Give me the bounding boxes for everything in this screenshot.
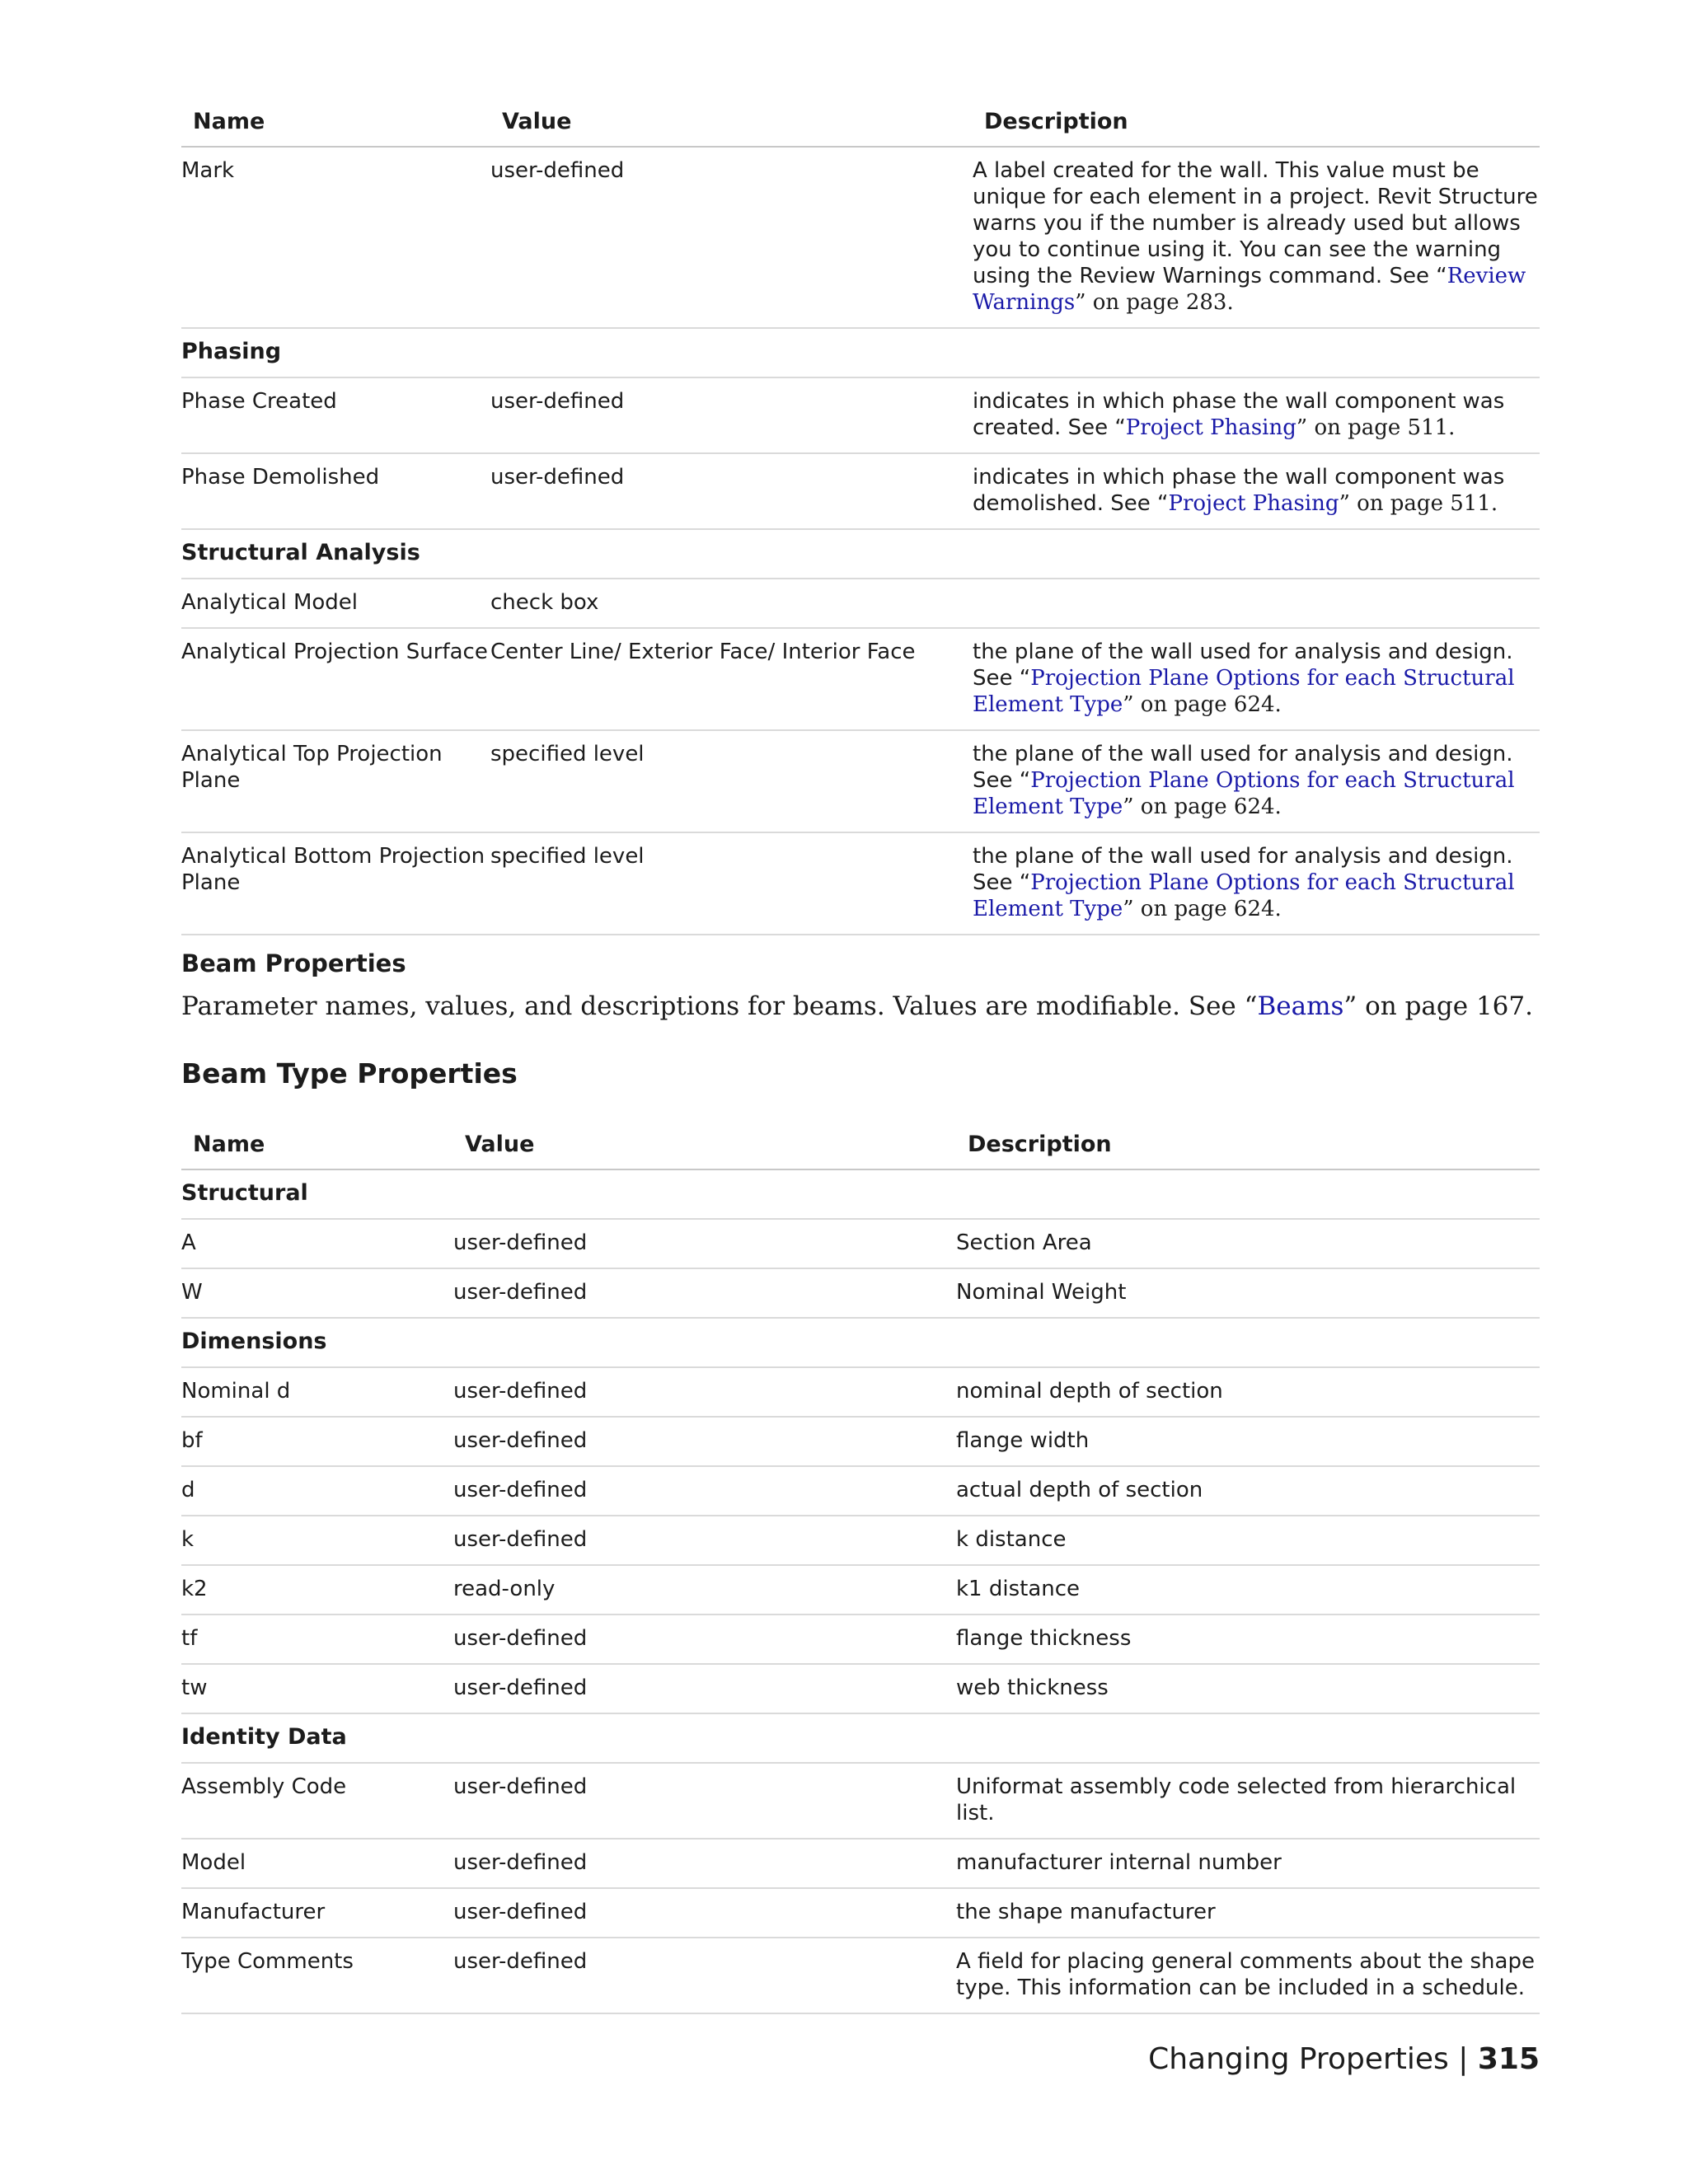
table-row [181, 832, 1540, 935]
column-header-value: Value [453, 1120, 956, 1169]
section-title: Structural [181, 1169, 1540, 1219]
footer-separator: | [1458, 2042, 1469, 2076]
param-name: W [181, 1268, 453, 1318]
param-value: user-defined [490, 453, 973, 529]
table-row [181, 1664, 1540, 1713]
param-description [973, 832, 1540, 935]
desc-text: ” on page 624. [1123, 794, 1282, 819]
column-header-value: Value [490, 97, 973, 147]
projection-plane-options-link[interactable]: Projection Plane Options for each Structural Element Type [973, 768, 1515, 819]
table-row [181, 147, 1540, 328]
param-description: nominal depth of section [956, 1367, 1540, 1417]
page-number: 315 [1477, 2042, 1540, 2076]
param-description [973, 579, 1540, 628]
column-header-name: Name [181, 97, 490, 147]
param-name: Nominal d [181, 1367, 453, 1417]
param-value: user-defined [453, 1367, 956, 1417]
beam-type-properties-heading: Beam Type Properties [181, 1057, 518, 1090]
beam-properties-paragraph [181, 991, 1533, 1021]
param-description [973, 730, 1540, 832]
param-value: user-defined [453, 1219, 956, 1268]
param-name: Analytical Model [181, 579, 490, 628]
table-row [181, 1763, 1540, 1839]
beam-properties-heading: Beam Properties [181, 949, 406, 977]
param-value: user-defined [453, 1268, 956, 1318]
param-description [973, 377, 1540, 453]
section-title-phasing: Phasing [181, 328, 1540, 377]
para-text: ” on page 167. [1343, 991, 1533, 1021]
beam-type-properties-table [181, 1120, 1540, 2014]
param-name: tf [181, 1615, 453, 1664]
param-description: Section Area [956, 1219, 1540, 1268]
desc-text: ” on page 511. [1296, 415, 1456, 440]
param-description: k1 distance [956, 1565, 1540, 1615]
desc-text: the plane of the wall used for analysis and design. See “ [973, 640, 1513, 691]
param-value: user-defined [453, 1763, 956, 1839]
wall-instance-properties-table [181, 97, 1540, 935]
desc-text: ” on page 283. [1075, 290, 1234, 315]
project-phasing-link[interactable]: Project Phasing [1168, 491, 1339, 516]
param-description [973, 147, 1540, 328]
param-description: flange thickness [956, 1615, 1540, 1664]
table-row [181, 377, 1540, 453]
param-value: user-defined [490, 147, 973, 328]
table-header-row [181, 1120, 1540, 1169]
section-title-structural-analysis: Structural Analysis [181, 529, 1540, 579]
section-row [181, 1713, 1540, 1763]
table-row [181, 730, 1540, 832]
table-header-row [181, 97, 1540, 147]
param-name: Assembly Code [181, 1763, 453, 1839]
param-value: user-defined [453, 1839, 956, 1888]
param-description: Uniformat assembly code selected from hierarchical list. [956, 1763, 1540, 1839]
param-value: specified level [490, 832, 973, 935]
projection-plane-options-link[interactable]: Projection Plane Options for each Structural Element Type [973, 870, 1515, 921]
section-title: Dimensions [181, 1318, 1540, 1367]
param-name: Model [181, 1839, 453, 1888]
param-name: Analytical Top Projection Plane [181, 730, 490, 832]
review-warnings-link[interactable]: Review Warnings [973, 264, 1526, 315]
param-name: Phase Created [181, 377, 490, 453]
param-name: bf [181, 1417, 453, 1466]
section-row [181, 529, 1540, 579]
project-phasing-link[interactable]: Project Phasing [1125, 415, 1296, 440]
param-description: web thickness [956, 1664, 1540, 1713]
para-text: Parameter names, values, and descriptions for beams. Values are modifiable. See “ [181, 991, 1258, 1021]
param-name: tw [181, 1664, 453, 1713]
section-title: Identity Data [181, 1713, 1540, 1763]
column-header-description: Description [956, 1120, 1540, 1169]
desc-text: A label created for the wall. This value must be unique for each element in a project. Revit Structure warns you if the number is already used but allows you to continue using it. You can see the warning using the Review Warnings command. See “ [973, 158, 1538, 288]
table-row [181, 1516, 1540, 1565]
param-value: user-defined [490, 377, 973, 453]
param-value: read-only [453, 1565, 956, 1615]
param-name: k2 [181, 1565, 453, 1615]
table-row [181, 1417, 1540, 1466]
param-description: k distance [956, 1516, 1540, 1565]
beams-link[interactable]: Beams [1257, 991, 1344, 1021]
param-name: d [181, 1466, 453, 1516]
table-row [181, 579, 1540, 628]
param-value: user-defined [453, 1664, 956, 1713]
footer-chapter-title: Changing Properties [1148, 2042, 1449, 2076]
table-row [181, 1565, 1540, 1615]
projection-plane-options-link[interactable]: Projection Plane Options for each Structural Element Type [973, 666, 1515, 717]
section-row [181, 328, 1540, 377]
desc-text: ” on page 624. [1123, 897, 1282, 921]
param-name: Analytical Bottom Projection Plane [181, 832, 490, 935]
param-value: user-defined [453, 1938, 956, 2013]
param-name: Type Comments [181, 1938, 453, 2013]
param-value: user-defined [453, 1516, 956, 1565]
desc-text: ” on page 511. [1339, 491, 1498, 516]
page-footer [1148, 2042, 1540, 2076]
table-row [181, 1466, 1540, 1516]
param-name: Phase Demolished [181, 453, 490, 529]
param-value: specified level [490, 730, 973, 832]
param-description: flange width [956, 1417, 1540, 1466]
param-description: A field for placing general comments about the shape type. This information can be included in a schedule. [956, 1938, 1540, 2013]
param-description: Nominal Weight [956, 1268, 1540, 1318]
table-row [181, 1888, 1540, 1938]
param-description [973, 453, 1540, 529]
param-name: Analytical Projection Surface [181, 628, 490, 730]
param-description: actual depth of section [956, 1466, 1540, 1516]
table-row [181, 1268, 1540, 1318]
column-header-description: Description [973, 97, 1540, 147]
param-value: check box [490, 579, 973, 628]
param-name: A [181, 1219, 453, 1268]
param-value: user-defined [453, 1417, 956, 1466]
section-row [181, 1169, 1540, 1219]
param-description: manufacturer internal number [956, 1839, 1540, 1888]
param-name: k [181, 1516, 453, 1565]
param-value: user-defined [453, 1615, 956, 1664]
desc-text: indicates in which phase the wall component was created. See “ [973, 389, 1505, 440]
desc-text: indicates in which phase the wall component was demolished. See “ [973, 465, 1505, 516]
table-row [181, 1839, 1540, 1888]
section-row [181, 1318, 1540, 1367]
desc-text: ” on page 624. [1123, 692, 1282, 717]
table-row [181, 1367, 1540, 1417]
table-row [181, 1219, 1540, 1268]
beam-type-table-body [181, 1169, 1540, 2013]
table-row [181, 1615, 1540, 1664]
desc-text: the plane of the wall used for analysis and design. See “ [973, 742, 1513, 793]
param-name: Manufacturer [181, 1888, 453, 1938]
param-description [973, 628, 1540, 730]
table-row [181, 453, 1540, 529]
table-row [181, 1938, 1540, 2013]
param-value: Center Line/ Exterior Face/ Interior Face [490, 628, 973, 730]
param-name: Mark [181, 147, 490, 328]
param-description: the shape manufacturer [956, 1888, 1540, 1938]
param-value: user-defined [453, 1888, 956, 1938]
table-row [181, 628, 1540, 730]
column-header-name: Name [181, 1120, 453, 1169]
param-value: user-defined [453, 1466, 956, 1516]
desc-text: the plane of the wall used for analysis and design. See “ [973, 844, 1513, 895]
